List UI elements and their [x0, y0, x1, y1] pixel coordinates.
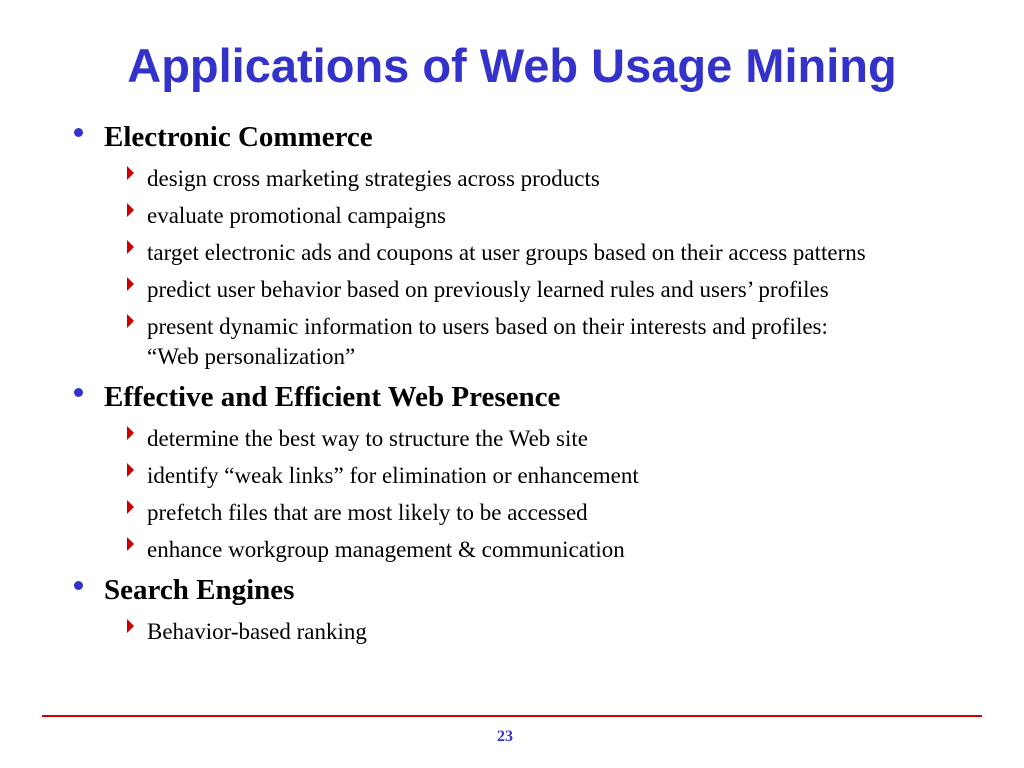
sub-bullet-arrow-icon: [127, 203, 134, 217]
list-item-continuation: “Web personalization”: [147, 344, 356, 369]
bullet-dot-icon: [74, 128, 83, 137]
sub-bullet-arrow-icon: [127, 537, 134, 551]
sub-bullet-arrow-icon: [127, 240, 134, 254]
slide-title: Applications of Web Usage Mining: [127, 39, 897, 92]
sub-bullet-arrow-icon: [127, 463, 134, 477]
list-item: design cross marketing strategies across products: [147, 166, 600, 191]
list-item: enhance workgroup management & communication: [147, 537, 625, 562]
list-item: identify “weak links” for elimination or enhancement: [147, 463, 639, 488]
footer-divider: [42, 715, 982, 717]
sub-bullet-arrow-icon: [127, 426, 134, 440]
section-heading-electronic-commerce: Electronic Commerce: [104, 121, 373, 153]
sub-bullet-arrow-icon: [127, 619, 134, 633]
list-item: evaluate promotional campaigns: [147, 203, 446, 228]
list-item: prefetch files that are most likely to be accessed: [147, 500, 588, 525]
list-item: target electronic ads and coupons at user groups based on their access patterns: [147, 240, 866, 265]
section-heading-search-engines: Search Engines: [104, 574, 295, 606]
sub-bullet-arrow-icon: [127, 500, 134, 514]
list-item: predict user behavior based on previously learned rules and users’ profiles: [147, 277, 829, 302]
page-number: 23: [497, 728, 513, 745]
section-heading-web-presence: Effective and Efficient Web Presence: [104, 381, 561, 413]
list-item: Behavior-based ranking: [147, 619, 367, 644]
bullet-dot-icon: [74, 581, 83, 590]
bullet-dot-icon: [74, 388, 83, 397]
sub-bullet-arrow-icon: [127, 277, 134, 291]
sub-bullet-arrow-icon: [127, 166, 134, 180]
list-item: determine the best way to structure the Web site: [147, 426, 588, 451]
sub-bullet-arrow-icon: [127, 314, 134, 328]
list-item: present dynamic information to users based on their interests and profiles:: [147, 314, 828, 339]
